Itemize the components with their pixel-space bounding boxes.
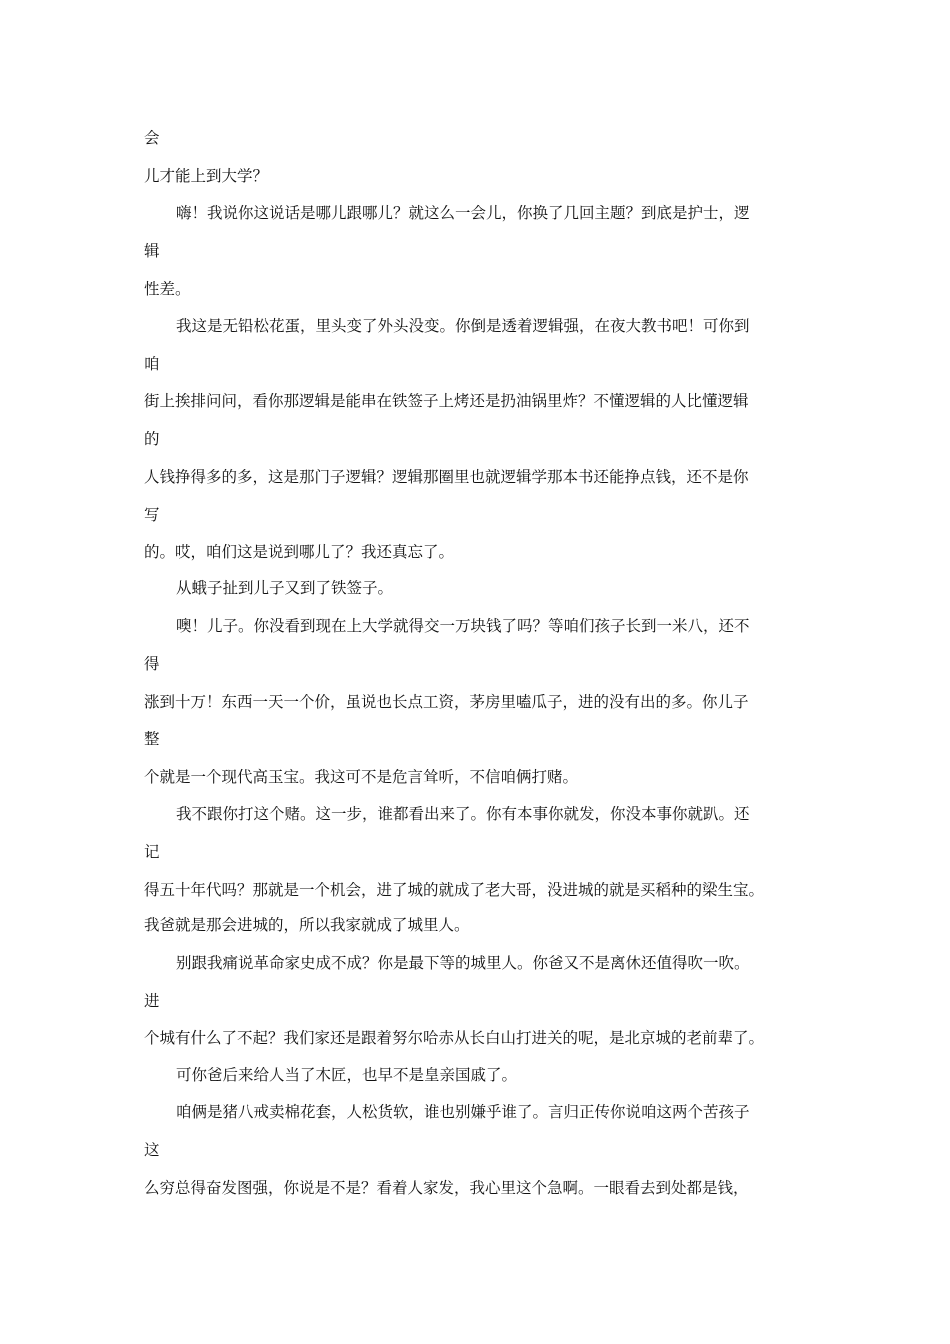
text-line: 性差。: [144, 280, 191, 298]
text-line: 涨到十万！东西一天一个价，虽说也长点工资，茅房里嗑瓜子，进的没有出的多。你儿子: [144, 693, 749, 711]
text-line: 写: [144, 506, 160, 524]
paragraph-start: 从蛾子扯到儿子又到了铁签子。: [176, 579, 394, 597]
text-line: 我爸就是那会进城的，所以我家就成了城里人。: [144, 916, 470, 934]
text-line: 儿才能上到大学？: [144, 167, 269, 185]
text-line: 整: [144, 730, 160, 748]
paragraph-start: 可你爸后来给人当了木匠，也早不是皇亲国戚了。: [176, 1066, 518, 1084]
text-line: 得五十年代吗？那就是一个机会，进了城的就成了老大哥，没进城的就是买稻种的梁生宝。: [144, 881, 765, 899]
paragraph-start: 嗨！我说你这说话是哪儿跟哪儿？就这么一会儿，你换了几回主题？到底是护士，逻: [176, 204, 750, 222]
text-line: 记: [144, 843, 160, 861]
text-line: 咱: [144, 355, 160, 373]
text-line: 的。哎，咱们这是说到哪儿了？我还真忘了。: [144, 543, 455, 561]
paragraph-start: 噢！儿子。你没看到现在上大学就得交一万块钱了吗？等咱们孩子长到一米八，还不: [176, 617, 750, 635]
paragraph-start: 咱俩是猪八戒卖棉花套，人松货软，谁也别嫌乎谁了。言归正传你说咱这两个苦孩子: [176, 1103, 750, 1121]
text-line: 进: [144, 992, 160, 1010]
text-line: 辑: [144, 242, 160, 260]
text-line: 这: [144, 1141, 160, 1159]
paragraph-start: 我这是无铅松花蛋，里头变了外头没变。你倒是透着逻辑强，在夜大教书吧！可你到: [176, 317, 750, 335]
text-line: 人钱挣得多的多，这是那门子逻辑？逻辑那圈里也就逻辑学那本书还能挣点钱，还不是你: [144, 468, 749, 486]
text-line: 会: [144, 129, 160, 147]
paragraph-start: 我不跟你打这个赌。这一步，谁都看出来了。你有本事你就发，你没本事你就趴。还: [176, 805, 750, 823]
text-line: 得: [144, 655, 160, 673]
text-line: 个就是一个现代高玉宝。我这可不是危言耸听，不信咱俩打赌。: [144, 768, 579, 786]
text-line: 街上挨排问问，看你那逻辑是能串在铁签子上烤还是扔油锅里炸？不懂逻辑的人比懂逻辑: [144, 392, 749, 410]
paragraph-start: 别跟我痛说革命家史成不成？你是最下等的城里人。你爸又不是离休还值得吹一吹。: [176, 954, 750, 972]
text-line: 么穷总得奋发图强，你说是不是？看着人家发，我心里这个急啊。一眼看去到处都是钱，: [144, 1179, 749, 1197]
text-line: 的: [144, 430, 160, 448]
text-line: 个城有什么了不起？我们家还是跟着努尔哈赤从长白山打进关的呢，是北京城的老前辈了。: [144, 1029, 765, 1047]
